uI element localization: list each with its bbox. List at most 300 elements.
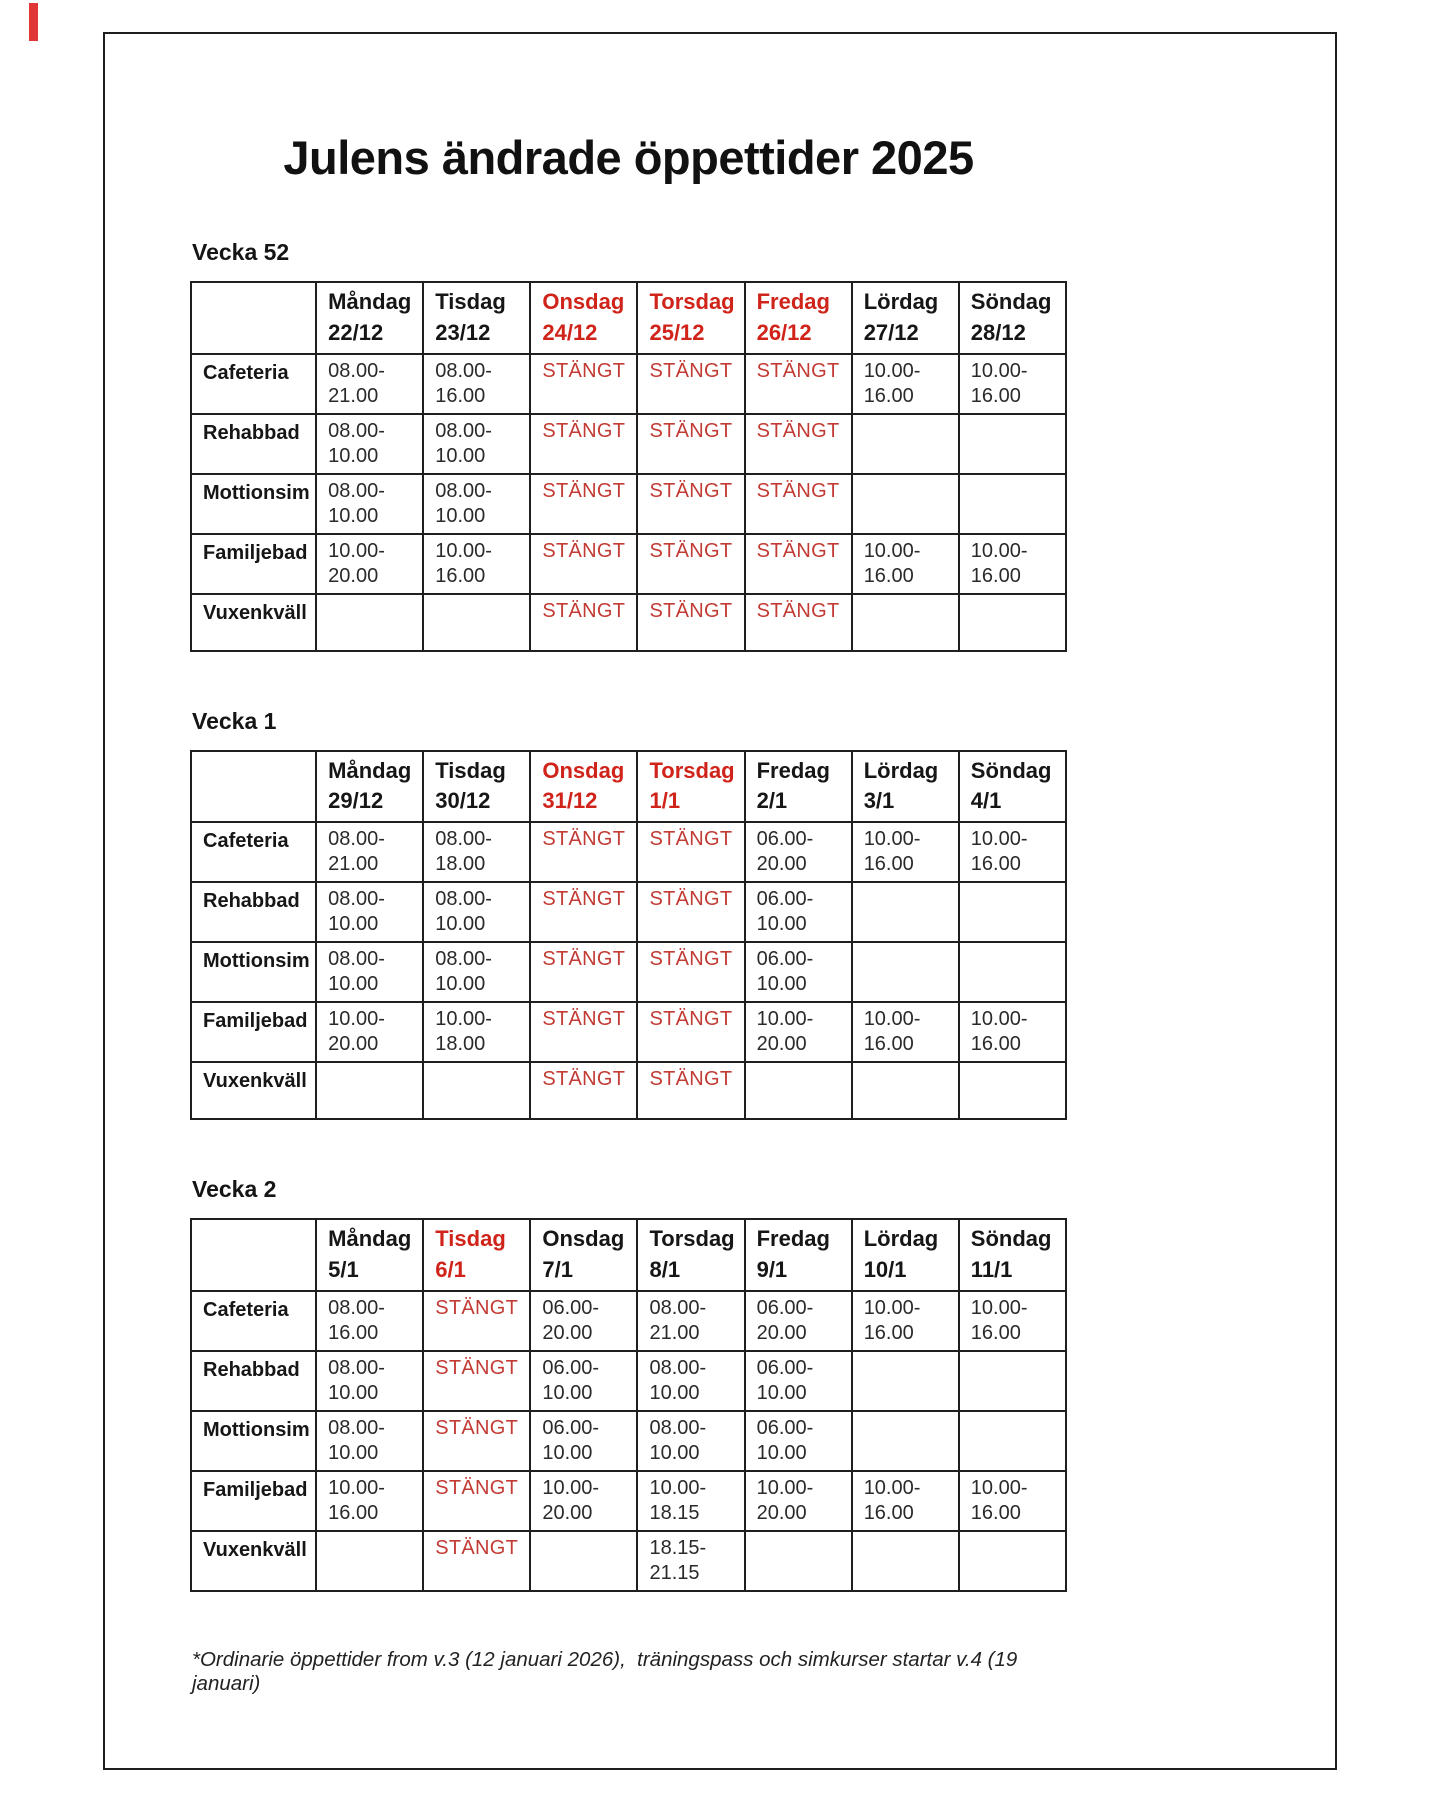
hours-open: 10.00-	[435, 539, 492, 562]
closed-cell	[745, 474, 852, 534]
closed-text: STÄNGT	[542, 539, 626, 562]
hours-open: 10.00-	[328, 1476, 385, 1499]
hours-cell	[316, 474, 423, 534]
hours-close: 16.00	[970, 384, 1021, 407]
hours-close: 16.00	[863, 1501, 914, 1524]
row-label: Cafeteria	[191, 822, 316, 882]
hours-close: 16.00	[863, 1321, 914, 1344]
hours-close: 16.00	[863, 853, 914, 876]
day-name: Fredag	[756, 289, 830, 314]
hours-close: 10.00	[328, 444, 379, 467]
hours-open: 08.00-	[649, 1356, 707, 1379]
day-name: Lördag	[863, 1226, 939, 1252]
day-name: Torsdag	[649, 289, 735, 314]
day-header	[637, 1219, 744, 1291]
hours-cell	[637, 1291, 744, 1351]
closed-text: STÄNGT	[542, 828, 626, 851]
hours-close: 16.00	[863, 384, 914, 407]
hours-open: 08.00-	[435, 359, 492, 382]
hours-close: 10.00	[328, 504, 379, 527]
table-row	[191, 474, 1066, 534]
table-row	[191, 414, 1066, 474]
hours-cell	[423, 942, 530, 1002]
hours-open: 08.00-	[328, 948, 385, 971]
empty-cell	[316, 1062, 423, 1119]
closed-cell	[530, 1002, 637, 1062]
day-header	[745, 1219, 852, 1291]
day-header	[316, 751, 423, 823]
hours-open: 10.00-	[756, 1008, 814, 1031]
hours-cell	[423, 822, 530, 882]
day-name: Torsdag	[649, 1226, 735, 1252]
row-label: Cafeteria	[191, 354, 316, 414]
hours-cell	[316, 1002, 423, 1062]
hours-close: 20.00	[542, 1501, 593, 1524]
hours-cell	[852, 822, 959, 882]
day-date: 29/12	[328, 788, 384, 814]
hours-close: 10.00	[756, 1441, 807, 1464]
hours-cell	[745, 822, 852, 882]
hours-open: 10.00-	[970, 1476, 1028, 1499]
day-date: 7/1	[542, 1256, 573, 1282]
closed-text: STÄNGT	[435, 1356, 519, 1379]
day-date: 10/1	[863, 1256, 907, 1282]
closed-text: STÄNGT	[649, 948, 733, 971]
closed-text: STÄNGT	[542, 1008, 626, 1031]
day-header	[959, 282, 1066, 354]
row-label: Mottionsim	[191, 474, 316, 534]
day-header	[745, 282, 852, 354]
day-header	[316, 282, 423, 354]
hours-open: 06.00-	[756, 1416, 814, 1439]
hours-open: 10.00-	[756, 1476, 814, 1499]
hours-close: 16.00	[970, 853, 1021, 876]
hours-open: 10.00-	[435, 1008, 492, 1031]
hours-cell	[637, 1351, 744, 1411]
day-name: Lördag	[863, 289, 939, 314]
closed-text: STÄNGT	[542, 1068, 626, 1091]
table-row	[191, 1471, 1066, 1531]
closed-cell	[637, 1062, 744, 1119]
hours-cell	[959, 1291, 1066, 1351]
empty-cell	[852, 1351, 959, 1411]
schedule-table-vecka-52	[190, 281, 1067, 652]
hours-close: 16.00	[328, 1501, 379, 1524]
closed-text: STÄNGT	[542, 888, 626, 911]
closed-cell	[637, 534, 744, 594]
empty-cell	[852, 474, 959, 534]
empty-cell	[745, 1062, 852, 1119]
hours-cell	[852, 1002, 959, 1062]
closed-text: STÄNGT	[649, 419, 733, 442]
hours-close: 10.00	[328, 913, 379, 936]
closed-text: STÄNGT	[435, 1416, 519, 1439]
hours-cell	[745, 942, 852, 1002]
hours-open: 08.00-	[435, 828, 492, 851]
day-header	[530, 282, 637, 354]
hours-open: 08.00-	[435, 479, 492, 502]
closed-text: STÄNGT	[649, 888, 733, 911]
day-date: 6/1	[435, 1256, 466, 1282]
hours-cell	[316, 942, 423, 1002]
closed-cell	[530, 354, 637, 414]
hours-open: 08.00-	[328, 828, 385, 851]
hours-close: 20.00	[756, 853, 807, 876]
hours-cell	[959, 1002, 1066, 1062]
day-date: 28/12	[970, 319, 1026, 345]
empty-cell	[316, 594, 423, 651]
hours-open: 10.00-	[328, 1008, 385, 1031]
empty-cell	[852, 1062, 959, 1119]
hours-close: 16.00	[863, 1033, 914, 1056]
hours-close: 10.00	[542, 1381, 593, 1404]
hours-cell	[959, 534, 1066, 594]
closed-cell	[530, 474, 637, 534]
hours-close: 18.00	[435, 853, 486, 876]
header-row	[191, 282, 1066, 354]
hours-cell	[316, 1351, 423, 1411]
hours-open: 08.00-	[328, 1416, 385, 1439]
hours-close: 16.00	[970, 1321, 1021, 1344]
empty-cell	[423, 594, 530, 651]
closed-cell	[423, 1411, 530, 1471]
weeks	[190, 239, 1067, 1592]
row-label: Familjebad	[191, 1002, 316, 1062]
hours-cell	[316, 1471, 423, 1531]
day-header	[959, 1219, 1066, 1291]
closed-cell	[745, 414, 852, 474]
closed-text: STÄNGT	[649, 599, 733, 622]
hours-open: 06.00-	[756, 948, 814, 971]
day-date: 5/1	[328, 1256, 359, 1282]
hours-cell	[316, 354, 423, 414]
hours-open: 06.00-	[542, 1356, 600, 1379]
day-name: Måndag	[328, 1226, 412, 1252]
hours-open: 06.00-	[542, 1416, 600, 1439]
corner-cell	[191, 282, 316, 354]
hours-cell	[530, 1411, 637, 1471]
closed-text: STÄNGT	[542, 479, 626, 502]
empty-cell	[959, 1351, 1066, 1411]
hours-cell	[530, 1471, 637, 1531]
hours-open: 08.00-	[435, 948, 492, 971]
closed-cell	[637, 594, 744, 651]
week-label-vecka-2: Vecka 2	[192, 1176, 277, 1203]
hours-open: 10.00-	[970, 1008, 1028, 1031]
row-label: Rehabbad	[191, 1351, 316, 1411]
hours-cell	[316, 534, 423, 594]
hours-close: 10.00	[542, 1441, 593, 1464]
hours-open: 08.00-	[649, 1296, 707, 1319]
row-label: Familjebad	[191, 1471, 316, 1531]
day-name: Onsdag	[542, 1226, 625, 1252]
closed-text: STÄNGT	[649, 539, 733, 562]
closed-cell	[530, 822, 637, 882]
hours-cell	[423, 534, 530, 594]
hours-close: 20.00	[756, 1321, 807, 1344]
hours-cell	[745, 1351, 852, 1411]
hours-open: 08.00-	[649, 1416, 707, 1439]
closed-cell	[423, 1531, 530, 1591]
hours-open: 10.00-	[863, 828, 921, 851]
screen-edge-artifact	[29, 3, 38, 41]
hours-open: 06.00-	[756, 828, 814, 851]
closed-cell	[423, 1351, 530, 1411]
hours-open: 10.00-	[542, 1476, 600, 1499]
closed-cell	[530, 942, 637, 1002]
hours-cell	[316, 822, 423, 882]
day-header	[959, 751, 1066, 823]
closed-text: STÄNGT	[649, 359, 733, 382]
day-header	[423, 282, 530, 354]
hours-close: 10.00	[435, 913, 486, 936]
header-row	[191, 1219, 1066, 1291]
hours-close: 20.00	[756, 1501, 807, 1524]
day-name: Fredag	[756, 757, 830, 783]
day-header	[852, 282, 959, 354]
empty-cell	[852, 594, 959, 651]
day-name: Onsdag	[542, 289, 625, 314]
corner-cell	[191, 1219, 316, 1291]
hours-cell	[423, 414, 530, 474]
hours-close: 21.00	[649, 1321, 700, 1344]
hours-open: 10.00-	[863, 1476, 921, 1499]
table-row	[191, 1291, 1066, 1351]
empty-cell	[959, 1531, 1066, 1591]
day-name: Söndag	[970, 757, 1052, 783]
hours-cell	[423, 882, 530, 942]
footnote: *Ordinarie öppettider from v.3 (12 januari 2026), träningspass och simkurser startar v.4 (19 januari)	[192, 1647, 1024, 1695]
hours-open: 08.00-	[328, 888, 385, 911]
hours-close: 10.00	[435, 504, 486, 527]
hours-open: 10.00-	[970, 539, 1028, 562]
day-date: 2/1	[756, 788, 788, 814]
hours-open: 10.00-	[328, 539, 385, 562]
closed-text: STÄNGT	[649, 828, 733, 851]
schedule-table-vecka-1	[190, 750, 1067, 1121]
row-label: Vuxenkväll	[191, 594, 316, 651]
hours-close: 16.00	[970, 564, 1021, 587]
closed-cell	[637, 1002, 744, 1062]
closed-cell	[423, 1291, 530, 1351]
row-label: Rehabbad	[191, 414, 316, 474]
hours-open: 08.00-	[435, 888, 492, 911]
hours-cell	[637, 1531, 744, 1591]
hours-close: 20.00	[756, 1033, 807, 1056]
hours-open: 06.00-	[756, 1356, 814, 1379]
hours-cell	[745, 1002, 852, 1062]
closed-text: STÄNGT	[649, 1008, 733, 1031]
closed-cell	[530, 594, 637, 651]
day-name: Tisdag	[435, 1226, 506, 1252]
hours-close: 10.00	[435, 973, 486, 996]
empty-cell	[959, 1062, 1066, 1119]
hours-cell	[745, 1411, 852, 1471]
day-header	[745, 751, 852, 823]
hours-cell	[316, 414, 423, 474]
document-page	[103, 32, 1337, 1770]
empty-cell	[959, 942, 1066, 1002]
day-date: 9/1	[756, 1256, 788, 1282]
table-row	[191, 594, 1066, 651]
closed-text: STÄNGT	[649, 479, 733, 502]
hours-open: 10.00-	[863, 1296, 921, 1319]
hours-cell	[423, 474, 530, 534]
closed-cell	[423, 1471, 530, 1531]
table-row	[191, 942, 1066, 1002]
day-header	[530, 751, 637, 823]
hours-cell	[959, 822, 1066, 882]
hours-close: 21.00	[328, 384, 379, 407]
hours-open: 08.00-	[328, 479, 385, 502]
row-label: Vuxenkväll	[191, 1531, 316, 1591]
day-date: 24/12	[542, 319, 598, 345]
hours-close: 10.00	[328, 1441, 379, 1464]
hours-open: 10.00-	[970, 1296, 1028, 1319]
hours-close: 21.15	[649, 1561, 700, 1584]
closed-text: STÄNGT	[542, 359, 626, 382]
hours-cell	[852, 1291, 959, 1351]
closed-cell	[637, 942, 744, 1002]
empty-cell	[959, 474, 1066, 534]
hours-cell	[316, 882, 423, 942]
day-date: 31/12	[542, 788, 598, 814]
hours-close: 16.00	[970, 1501, 1021, 1524]
hours-open: 06.00-	[542, 1296, 600, 1319]
day-name: Tisdag	[435, 757, 506, 783]
day-name: Söndag	[970, 289, 1052, 314]
day-name: Onsdag	[542, 757, 625, 783]
hours-open: 10.00-	[863, 539, 921, 562]
hours-open: 08.00-	[328, 419, 385, 442]
table-row	[191, 1351, 1066, 1411]
closed-text: STÄNGT	[435, 1296, 519, 1319]
hours-close: 18.00	[435, 1033, 486, 1056]
header-row	[191, 751, 1066, 823]
closed-text: STÄNGT	[435, 1476, 519, 1499]
day-date: 26/12	[756, 319, 812, 345]
hours-cell	[745, 1471, 852, 1531]
hours-cell	[423, 1002, 530, 1062]
empty-cell	[530, 1531, 637, 1591]
closed-cell	[530, 882, 637, 942]
hours-close: 16.00	[435, 564, 486, 587]
closed-cell	[530, 414, 637, 474]
day-name: Tisdag	[435, 289, 506, 314]
hours-open: 06.00-	[756, 1296, 814, 1319]
closed-text: STÄNGT	[542, 599, 626, 622]
day-header	[637, 751, 744, 823]
hours-cell	[852, 1471, 959, 1531]
closed-cell	[745, 354, 852, 414]
closed-text: STÄNGT	[542, 948, 626, 971]
hours-cell	[852, 354, 959, 414]
hours-cell	[959, 354, 1066, 414]
hours-cell	[530, 1351, 637, 1411]
hours-close: 10.00	[756, 973, 807, 996]
hours-open: 10.00-	[970, 828, 1028, 851]
hours-open: 08.00-	[328, 359, 385, 382]
closed-cell	[637, 474, 744, 534]
closed-cell	[637, 822, 744, 882]
day-header	[637, 282, 744, 354]
day-date: 8/1	[649, 1256, 681, 1282]
day-name: Torsdag	[649, 757, 735, 783]
row-label: Cafeteria	[191, 1291, 316, 1351]
closed-text: STÄNGT	[649, 1068, 733, 1091]
hours-close: 16.00	[328, 1321, 379, 1344]
hours-close: 16.00	[863, 564, 914, 587]
day-date: 30/12	[435, 788, 491, 814]
hours-cell	[959, 1471, 1066, 1531]
hours-close: 20.00	[542, 1321, 593, 1344]
day-date: 3/1	[863, 788, 895, 814]
document-title: Julens ändrade öppettider 2025	[283, 131, 974, 184]
corner-cell	[191, 751, 316, 823]
table-row	[191, 1531, 1066, 1591]
hours-close: 10.00	[756, 1381, 807, 1404]
hours-close: 10.00	[649, 1441, 700, 1464]
closed-text: STÄNGT	[756, 479, 840, 502]
empty-cell	[852, 414, 959, 474]
day-name: Lördag	[863, 757, 939, 783]
hours-close: 20.00	[328, 1033, 379, 1056]
closed-cell	[745, 594, 852, 651]
table-row	[191, 1002, 1066, 1062]
empty-cell	[852, 882, 959, 942]
hours-cell	[745, 1291, 852, 1351]
day-header	[852, 1219, 959, 1291]
hours-open: 10.00-	[970, 359, 1028, 382]
table-row	[191, 1411, 1066, 1471]
hours-cell	[423, 354, 530, 414]
hours-open: 08.00-	[328, 1356, 385, 1379]
day-date: 1/1	[649, 788, 681, 814]
empty-cell	[745, 1531, 852, 1591]
day-date: 22/12	[328, 319, 384, 345]
hours-cell	[745, 882, 852, 942]
empty-cell	[852, 1411, 959, 1471]
schedule-table-vecka-2	[190, 1218, 1067, 1592]
closed-text: STÄNGT	[756, 599, 840, 622]
hours-open: 08.00-	[328, 1296, 385, 1319]
hours-cell	[316, 1291, 423, 1351]
empty-cell	[959, 414, 1066, 474]
day-date: 4/1	[970, 788, 1002, 814]
hours-open: 10.00-	[863, 359, 921, 382]
empty-cell	[959, 594, 1066, 651]
hours-close: 10.00	[328, 1381, 379, 1404]
closed-cell	[637, 882, 744, 942]
table-row	[191, 882, 1066, 942]
table-row	[191, 1062, 1066, 1119]
day-name: Fredag	[756, 1226, 830, 1252]
row-label: Familjebad	[191, 534, 316, 594]
empty-cell	[316, 1531, 423, 1591]
hours-cell	[637, 1471, 744, 1531]
hours-close: 10.00	[328, 973, 379, 996]
closed-cell	[745, 534, 852, 594]
closed-cell	[637, 354, 744, 414]
hours-close: 10.00	[649, 1381, 700, 1404]
hours-close: 10.00	[756, 913, 807, 936]
empty-cell	[959, 882, 1066, 942]
day-date: 25/12	[649, 319, 705, 345]
closed-text: STÄNGT	[756, 419, 840, 442]
hours-close: 16.00	[435, 384, 486, 407]
hours-close: 20.00	[328, 564, 379, 587]
empty-cell	[959, 1411, 1066, 1471]
